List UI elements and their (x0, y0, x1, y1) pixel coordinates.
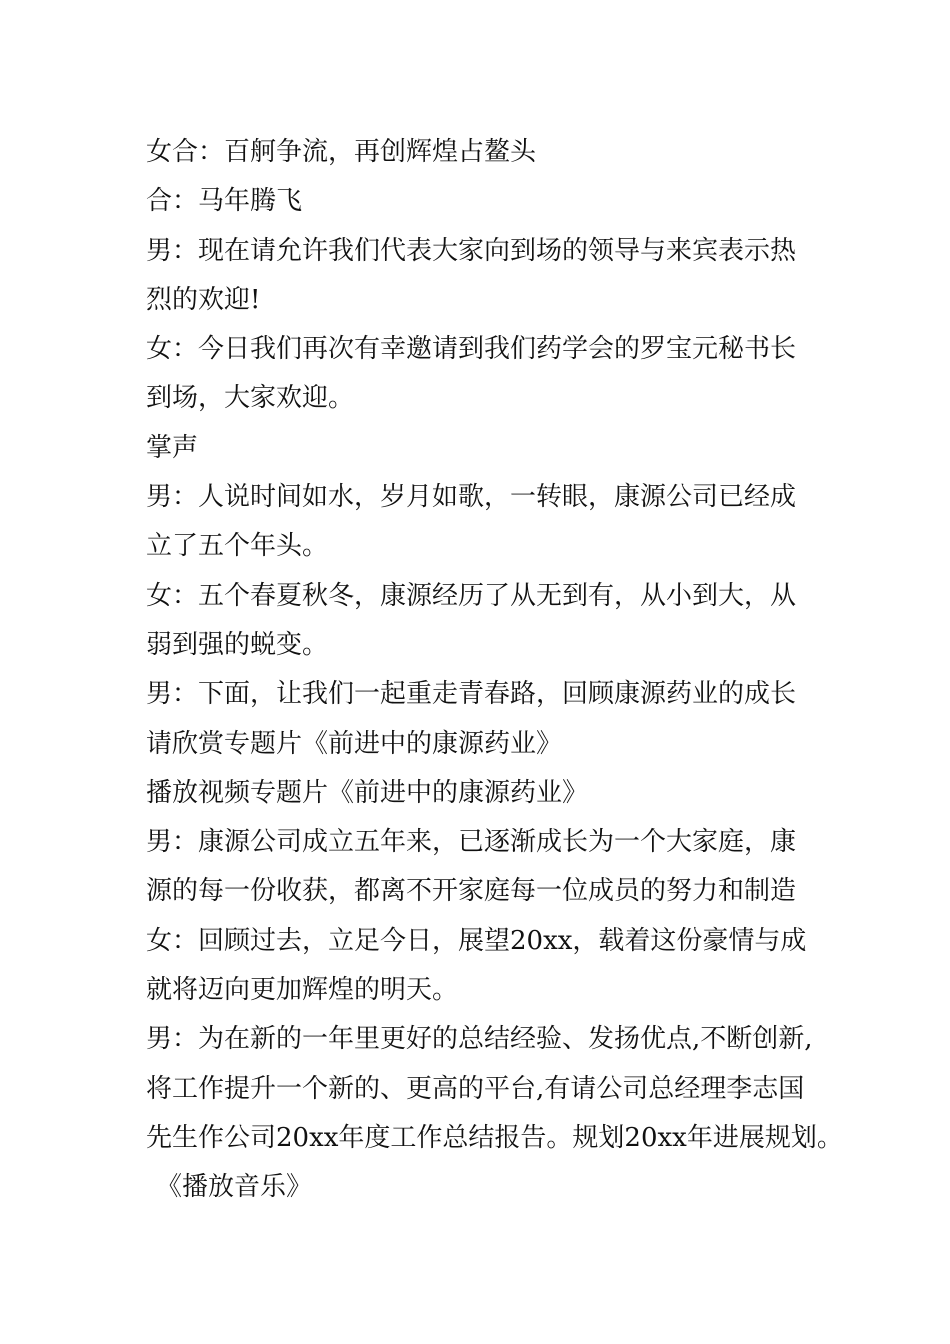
text-line: 到场，大家欢迎。 (146, 383, 355, 414)
text-line: 将工作提升一个新的、更高的平台,有请公司总经理李志国 (146, 1073, 805, 1104)
text-line: 男：人说时间如水，岁月如歌，一转眼，康源公司已经成 (146, 482, 797, 513)
text-line: 就将迈向更加辉煌的明天。 (146, 975, 459, 1006)
text-line: 女：回顾过去，立足今日，展望20xx，载着这份豪情与成 (146, 925, 807, 956)
text-line: 男：为在新的一年里更好的总结经验、发扬优点,不断创新, (146, 1024, 813, 1055)
text-line: 播放视频专题片《前进中的康源药业》 (146, 777, 589, 808)
text-line: 源的每一份收获，都离不开家庭每一位成员的努力和制造 (146, 876, 797, 907)
text-line: 掌声 (146, 432, 199, 463)
text-line: 男：现在请允许我们代表大家向到场的领导与来宾表示热 (146, 235, 797, 266)
text-line: 合：马年腾飞 (146, 186, 303, 217)
text-line: 烈的欢迎! (146, 284, 261, 315)
text-line: 先生作公司20xx年度工作总结报告。规划20xx年进展规划。 (146, 1122, 843, 1153)
text-line: 立了五个年头。 (146, 531, 329, 562)
text-line: 《播放音乐》 (156, 1172, 313, 1203)
text-line: 男：下面，让我们一起重走青春路，回顾康源药业的成长 (146, 679, 797, 710)
text-line: 弱到强的蜕变。 (146, 629, 329, 660)
text-line: 女：五个春夏秋冬，康源经历了从无到有，从小到大，从 (146, 580, 797, 611)
text-line: 男：康源公司成立五年来，已逐渐成长为一个大家庭，康 (146, 827, 797, 858)
text-line: 女：今日我们再次有幸邀请到我们药学会的罗宝元秘书长 (146, 334, 797, 365)
text-line: 请欣赏专题片《前进中的康源药业》 (146, 728, 563, 759)
text-line: 女合：百舸争流，再创辉煌占鳌头 (146, 137, 537, 167)
script-text (146, 128, 843, 1213)
